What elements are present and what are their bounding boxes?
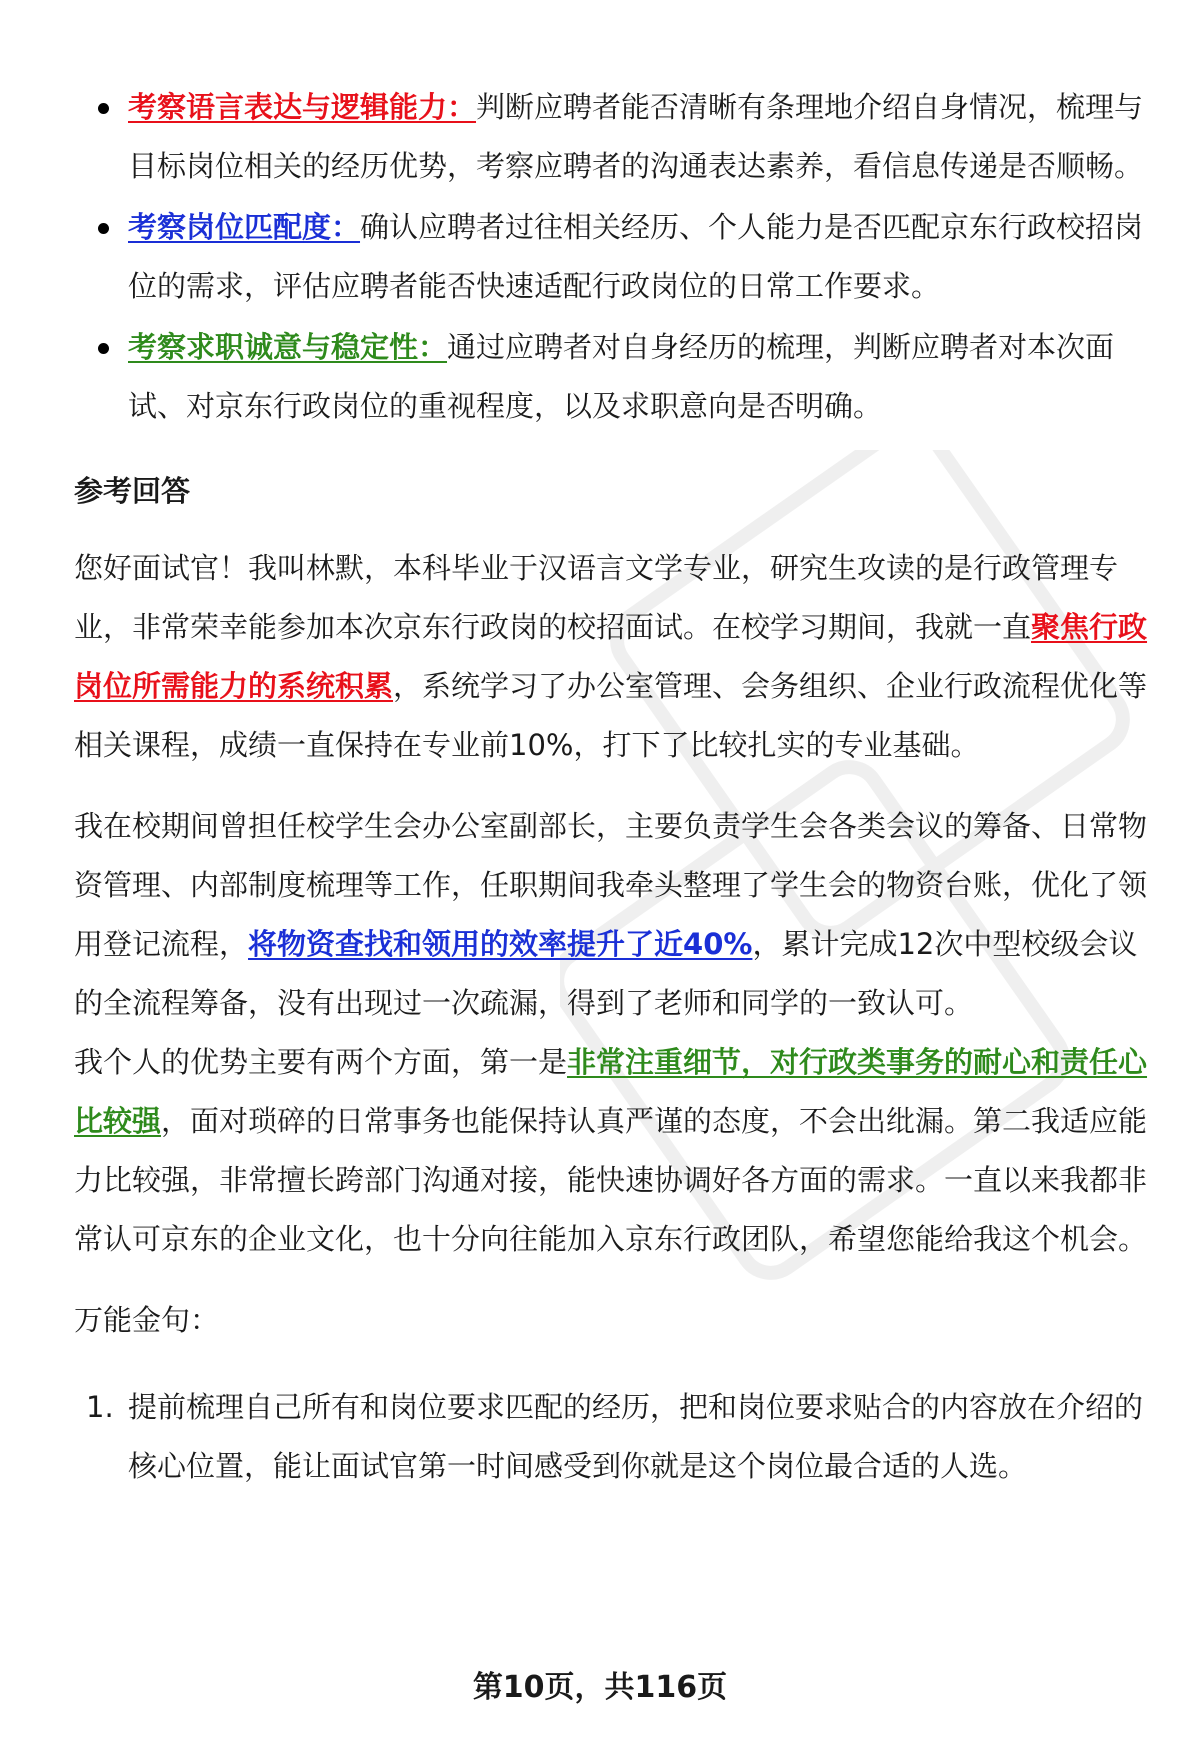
criteria-text: 通过应聘者对自身经历的梳理，判断应聘者对本次面试、对京东行政岗位的重视程度，以及求职意向是否明确。 bbox=[128, 330, 1115, 423]
paragraph-text: ，累计完成12次中型校级会议的全流程筹备，没有出现过一次疏漏，得到了老师和同学的一致认可。 bbox=[74, 927, 1138, 1020]
criteria-item-language bbox=[74, 78, 1154, 196]
paragraph-highlight: 将物资查找和领用的效率提升了近40% bbox=[248, 927, 753, 961]
tips-heading: 万能金句： bbox=[74, 1303, 220, 1337]
tips-list bbox=[74, 1378, 1154, 1496]
reference-heading: 参考回答 bbox=[74, 474, 191, 508]
criteria-item-sincerity bbox=[74, 318, 1154, 436]
document-page bbox=[74, 78, 1154, 1496]
tips-item-number: 1. bbox=[86, 1390, 114, 1424]
reference-paragraph-2 bbox=[74, 797, 1154, 1033]
paragraph-text: 我个人的优势主要有两个方面，第一是 bbox=[74, 1045, 568, 1079]
tips-item-text: 提前梳理自己所有和岗位要求匹配的经历，把和岗位要求贴合的内容放在介绍的核心位置，能让面试官第一时间感受到你就是这个岗位最合适的人选。 bbox=[128, 1390, 1144, 1483]
criteria-text: 判断应聘者能否清晰有条理地介绍自身情况，梳理与目标岗位相关的经历优势，考察应聘者的沟通表达素养，看信息传递是否顺畅。 bbox=[128, 90, 1144, 183]
paragraph-text: ，系统学习了办公室管理、会务组织、企业行政流程优化等相关课程，成绩一直保持在专业前10%，打下了比较扎实的专业基础。 bbox=[74, 669, 1148, 762]
criteria-keyword: 考察岗位匹配度： bbox=[128, 210, 361, 244]
bullet-icon bbox=[98, 223, 109, 234]
reference-paragraph-1 bbox=[74, 539, 1154, 775]
tips-item bbox=[74, 1378, 1154, 1496]
paragraph-highlight: 聚焦行政岗位所需能力的系统积累 bbox=[74, 610, 1148, 703]
paragraph-text: 您好面试官！我叫林默，本科毕业于汉语言文学专业，研究生攻读的是行政管理专业，非常荣幸能参加本次京东行政岗的校招面试。在校学习期间，我就一直 bbox=[74, 551, 1119, 644]
reference-paragraph-3 bbox=[74, 1033, 1154, 1269]
paragraph-text: ，面对琐碎的日常事务也能保持认真严谨的态度，不会出纰漏。第二我适应能力比较强，非常擅长跨部门沟通对接，能快速协调好各方面的需求。一直以来我都非常认可京东的企业文化，也十分向往能加入京东行政团队，希望您能给我这个机会。 bbox=[74, 1104, 1148, 1256]
page-footer: 第10页，共116页 bbox=[472, 1670, 728, 1705]
criteria-keyword: 考察求职诚意与稳定性： bbox=[128, 330, 448, 364]
paragraph-highlight: 非常注重细节，对行政类事务的耐心和责任心比较强 bbox=[74, 1045, 1148, 1138]
criteria-item-position-match bbox=[74, 198, 1154, 316]
bullet-icon bbox=[98, 343, 109, 354]
paragraph-text: 我在校期间曾担任校学生会办公室副部长，主要负责学生会各类会议的筹备、日常物资管理、内部制度梳理等工作，任职期间我牵头整理了学生会的物资台账，优化了领用登记流程， bbox=[74, 809, 1148, 961]
criteria-keyword: 考察语言表达与逻辑能力： bbox=[128, 90, 477, 124]
bullet-icon bbox=[98, 103, 109, 114]
criteria-text: 确认应聘者过往相关经历、个人能力是否匹配京东行政校招岗位的需求，评估应聘者能否快速适配行政岗位的日常工作要求。 bbox=[128, 210, 1144, 303]
criteria-list bbox=[74, 78, 1154, 436]
